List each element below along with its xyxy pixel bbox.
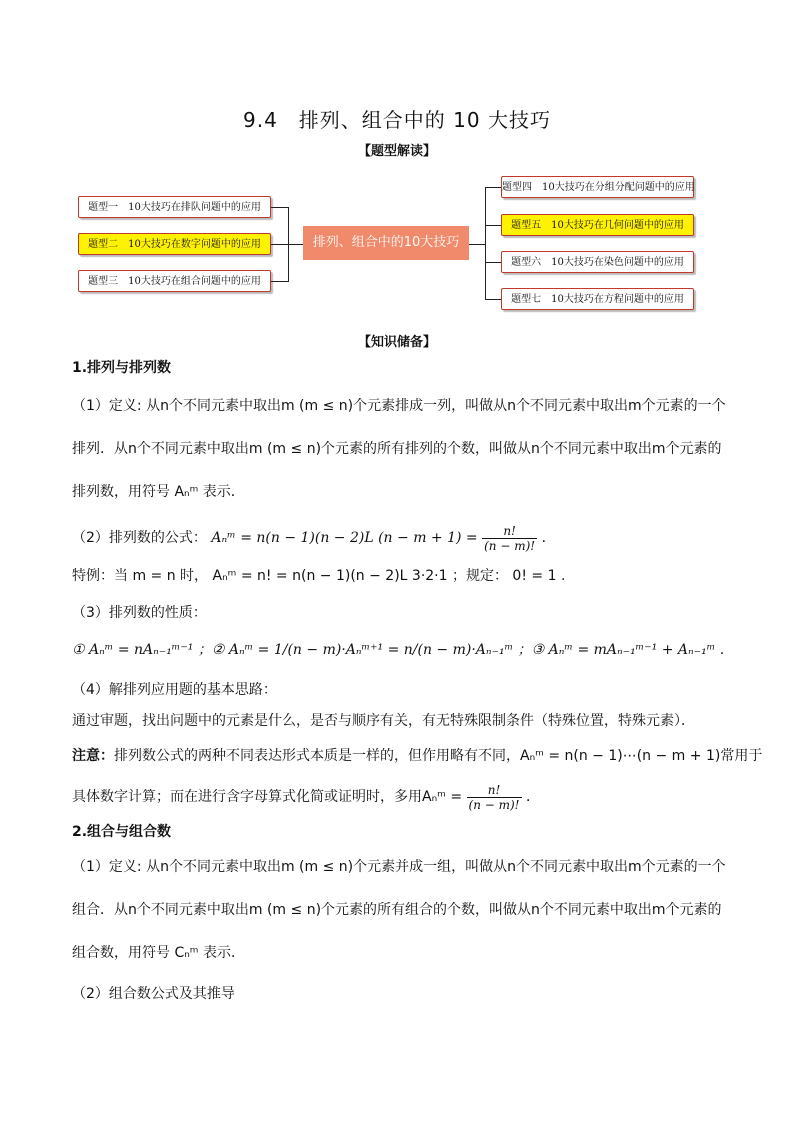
- s1-note-line-2: 具体数字计算；而在进行含字母算式化简或证明时，多用Aₙᵐ = $\frac{n!}{(n - m)!}$ ．: [72, 782, 540, 812]
- connector-line: [469, 244, 485, 245]
- topic-box-5: 题型五 10大技巧在几何问题中的应用: [501, 214, 694, 236]
- connector-line: [485, 225, 501, 226]
- topic-box-3: 题型三 10大技巧在组合问题中的应用: [78, 270, 271, 292]
- connector-line: [271, 207, 288, 208]
- s1-formula-line: （2）排列数的公式： Aₙᵐ = n(n − 1)(n − 2)L (n − m + 1) = $\frac{n!}{(n - m)!}$ ．: [72, 523, 556, 553]
- note-text: 排列数公式的两种不同表达形式本质是一样的，但作用略有不同，Aₙᵐ = n(n − 1)⋯(n − m + 1)常用于: [114, 748, 763, 764]
- s1-approach-heading: （4）解排列应用题的基本思路：: [72, 682, 277, 698]
- s1-approach: 通过审题，找出问题中的元素是什么，是否与顺序有关，有无特殊限制条件（特殊位置，特殊元素）．: [72, 713, 695, 729]
- fraction-numerator: n!: [487, 782, 501, 797]
- formula-lead: （2）排列数的公式：: [72, 530, 207, 546]
- section-2-heading: 2.组合与组合数: [72, 824, 172, 840]
- s1-properties: ① Aₙᵐ = nAₙ₋₁ᵐ⁻¹ ；② Aₙᵐ = 1/(n − m)·Aₙᵐ⁺¹ = n/(n − m)·Aₙ₋₁ᵐ ；③ Aₙᵐ = mAₙ₋₁ᵐ⁻¹ + Aₙ₋₁ᵐ .: [72, 642, 725, 658]
- s2-formula-heading: （2）组合数公式及其推导: [72, 986, 235, 1002]
- topic-box-2: 题型二 10大技巧在数字问题中的应用: [78, 233, 271, 255]
- page-title: 9.4 排列、组合中的 10 大技巧: [243, 108, 551, 132]
- s1-definition-line-3: 排列数，用符号 Aₙᵐ 表示．: [72, 484, 245, 500]
- s1-special-case: 特例：当 m = n 时， Aₙᵐ = n! = n(n − 1)(n − 2)L 3·2·1 ；规定： 0! = 1 .: [72, 568, 566, 584]
- s1-properties-heading: （3）排列数的性质：: [72, 605, 207, 621]
- s1-definition-line-1: （1）定义: 从n个不同元素中取出m (m ≤ n)个元素排成一列，叫做从n个不同元素中取出m个元素的一个: [72, 398, 726, 414]
- s1-note-line-1: [72, 746, 763, 766]
- fraction-numerator: n!: [503, 523, 516, 538]
- formula-fraction: [482, 524, 537, 553]
- formula-body: Aₙᵐ = n(n − 1)(n − 2)L (n − m + 1) =: [211, 530, 478, 546]
- topic-box-4: 题型四 10大技巧在分组分配问题中的应用: [501, 176, 694, 198]
- s2-definition-line-1: （1）定义: 从n个不同元素中取出m (m ≤ n)个元素并成一组，叫做从n个不同元素中取出m个元素的一个: [72, 859, 726, 875]
- s2-definition-line-2: 组合．从n个不同元素中取出m (m ≤ n)个元素的所有组合的个数，叫做从n个不同元素中取出m个元素的: [72, 902, 722, 918]
- topic-box-6: 题型六 10大技巧在染色问题中的应用: [501, 251, 694, 273]
- connector-line: [271, 244, 303, 245]
- s2-definition-line-3: 组合数，用符号 Cₙᵐ 表示．: [72, 945, 245, 961]
- s1-definition-line-2: 排列．从n个不同元素中取出m (m ≤ n)个元素的所有排列的个数，叫做从n个不同元素中取出m个元素的: [72, 441, 722, 457]
- connector-line: [485, 262, 501, 263]
- topic-box-7: 题型七 10大技巧在方程问题中的应用: [501, 288, 694, 310]
- connector-line: [485, 187, 486, 299]
- section-types-heading: 【题型解读】: [357, 144, 436, 159]
- connector-line: [485, 299, 501, 300]
- fraction-denominator: (n − m)!: [468, 797, 520, 812]
- section-1-heading: 1.排列与排列数: [72, 360, 172, 376]
- topic-box-1: 题型一 10大技巧在排队问题中的应用: [78, 196, 271, 218]
- note-fraction: [467, 783, 522, 812]
- connector-line: [485, 187, 501, 188]
- note-text-2: 具体数字计算；而在进行含字母算式化简或证明时，多用Aₙᵐ =: [72, 789, 463, 805]
- connector-line: [288, 207, 289, 282]
- fraction-denominator: (n − m)!: [484, 538, 536, 553]
- mindmap-center: 排列、组合中的10大技巧: [303, 226, 469, 260]
- section-knowledge-heading: 【知识储备】: [357, 335, 436, 350]
- note-label: 注意：: [72, 748, 114, 764]
- connector-line: [271, 281, 288, 282]
